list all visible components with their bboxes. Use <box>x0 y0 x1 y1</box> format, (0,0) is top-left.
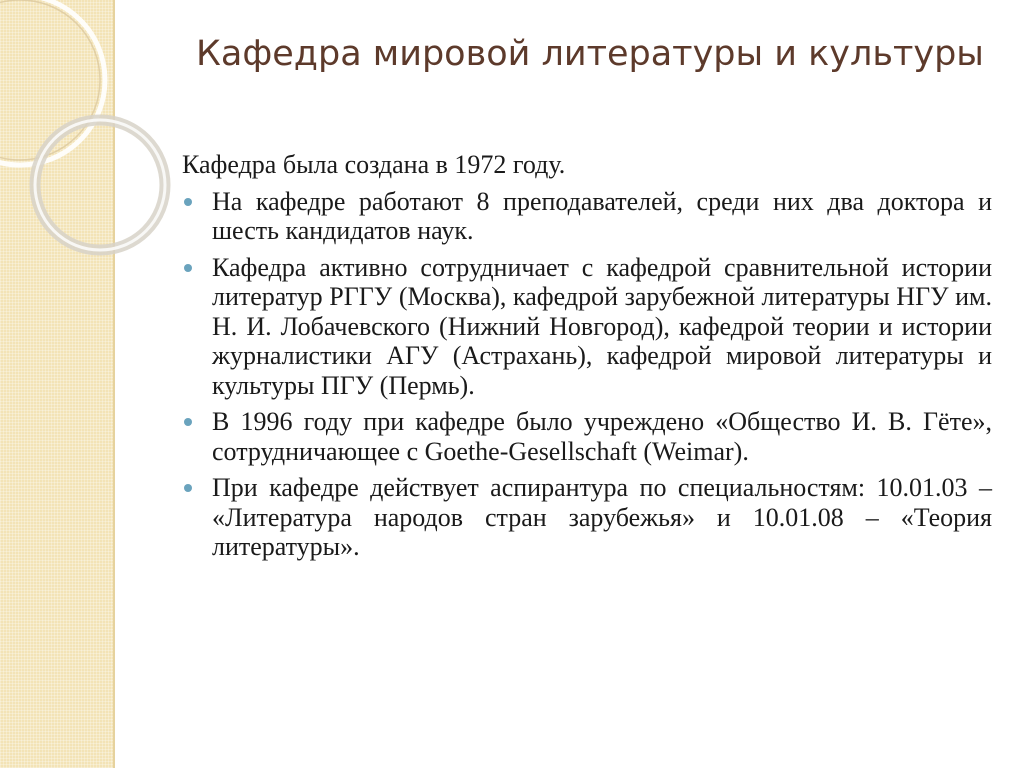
bullet-dot-icon <box>184 198 192 206</box>
slide-title: Кафедра мировой литературы и культуры <box>196 34 984 74</box>
bullet-dot-icon <box>184 264 192 272</box>
bullet-item-goethe-society <box>182 407 992 466</box>
bullet-item-cooperation <box>182 253 992 401</box>
bullet-dot-icon <box>184 418 192 426</box>
decorative-ring-lower-highlight <box>35 120 165 250</box>
slide-body <box>182 150 992 569</box>
bullet-text: Кафедра активно сотрудничает с кафедрой сравнительной истории литератур РГГУ (Москва), кафедрой зарубежной литературы НГУ им. Н. И. Лобачевского (Нижний Новгород), кафедрой теории и истории журналистики АГУ (Астрахань), кафедрой мировой литературы и культуры ПГУ (Пермь). <box>212 252 992 400</box>
bullet-item-postgraduate <box>182 473 992 562</box>
intro-text: Кафедра была создана в 1972 году. <box>182 150 566 179</box>
bullet-text: На кафедре работают 8 преподавателей, среди них два доктора и шесть кандидатов наук. <box>212 186 992 245</box>
bullet-list <box>182 187 992 562</box>
bullet-text: В 1996 году при кафедре было учреждено «Общество И. В. Гёте», сотрудничающее с Goethe-Gesellschaft (Weimar). <box>212 407 992 466</box>
bullet-item-staff <box>182 187 992 246</box>
bullet-dot-icon <box>184 484 192 492</box>
decorative-rings <box>0 0 140 320</box>
bullet-text: При кафедре действует аспирантура по специальностям: 10.01.03 – «Литература народов стран зарубежья» и 10.01.08 – «Теория литературы». <box>212 473 992 561</box>
